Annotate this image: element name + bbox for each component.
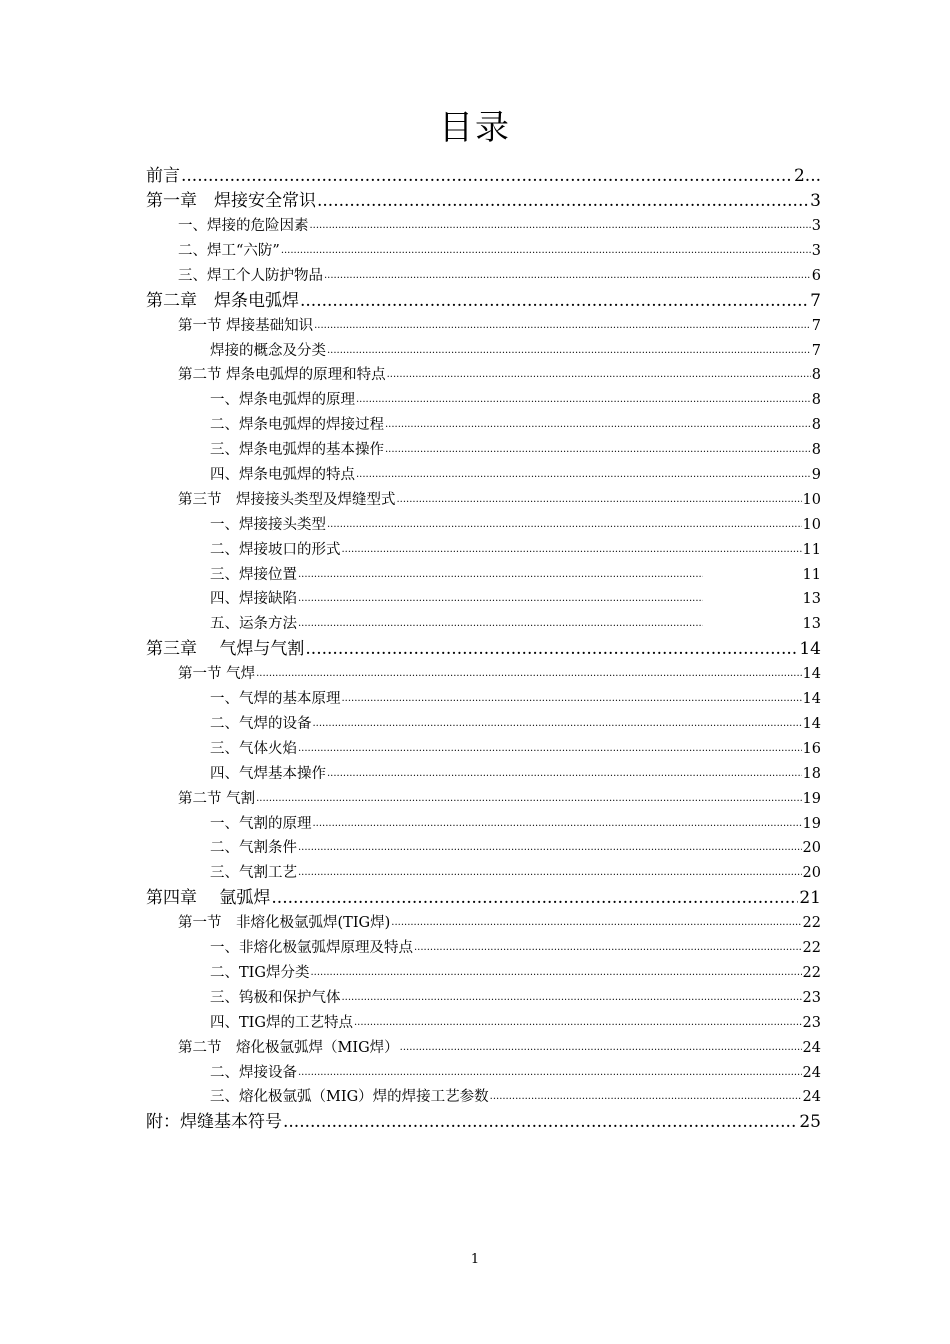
toc-entry-page: 19 [802, 790, 821, 807]
toc-leader-dots [387, 363, 811, 388]
toc-entry[interactable] [146, 936, 821, 961]
toc-entry[interactable] [146, 563, 821, 588]
toc-leader-dots [310, 214, 811, 239]
toc-entry-title: 一、焊接接头类型 [210, 516, 326, 533]
toc-entry[interactable] [146, 513, 821, 538]
toc-leader-dots [310, 961, 801, 986]
toc-leader-dots [324, 264, 811, 289]
toc-entry[interactable] [146, 339, 821, 364]
toc-entry-page: 9 [811, 467, 821, 483]
toc-entry[interactable] [146, 712, 821, 737]
toc-entry-title: 二、焊条电弧焊的焊接过程 [210, 417, 384, 434]
toc-entry[interactable] [146, 388, 821, 413]
toc-entry-page: 11 [802, 566, 821, 583]
toc-entry-page: 11 [802, 541, 821, 558]
toc-entry-page: 21 [799, 888, 821, 909]
toc-entry[interactable] [146, 164, 821, 189]
toc-entry-page: 22 [802, 965, 821, 982]
table-of-contents [146, 164, 821, 1135]
toc-entry[interactable] [146, 413, 821, 438]
toc-leader-dots [314, 314, 811, 339]
toc-entry-page: 10 [802, 491, 821, 508]
toc-entry-title: 附：焊缝基本符号 [146, 1112, 282, 1133]
toc-entry-title: 三、气割工艺 [210, 865, 297, 882]
toc-entry-page: 14 [802, 666, 821, 683]
toc-entry-title: 第二节 熔化极氩弧焊（MIG焊） [178, 1039, 399, 1056]
toc-entry-page: 22 [802, 915, 821, 932]
toc-entry-title: 前言 [146, 166, 180, 186]
toc-entry-title: 第一节 气焊 [178, 666, 256, 683]
toc-leader-dots [414, 936, 802, 961]
toc-entry[interactable] [146, 986, 821, 1011]
toc-entry-page: 19 [802, 815, 821, 832]
toc-entry-page: 18 [802, 765, 821, 782]
toc-entry-page: 24 [802, 1089, 821, 1106]
toc-entry[interactable] [146, 438, 821, 463]
toc-entry-title: 三、焊接位置 [210, 566, 297, 583]
toc-entry-page: 25 [799, 1112, 821, 1133]
toc-entry[interactable] [146, 1061, 821, 1086]
toc-entry[interactable] [146, 363, 821, 388]
toc-entry[interactable] [146, 687, 821, 712]
toc-entry[interactable] [146, 314, 821, 339]
toc-leader-dots [298, 737, 802, 762]
toc-entry[interactable] [146, 264, 821, 289]
toc-entry-title: 四、气焊基本操作 [210, 765, 326, 782]
toc-entry-page: 10 [802, 516, 821, 533]
toc-entry-title: 第一节 焊接基础知识 [178, 317, 314, 334]
page-title: 目录 [439, 108, 511, 148]
toc-entry-title: 一、非熔化极氩弧焊原理及特点 [210, 940, 413, 957]
toc-leader-dots [400, 1036, 802, 1061]
toc-entry-title: 五、运条方法 [210, 616, 297, 633]
toc-entry[interactable] [146, 1036, 821, 1061]
toc-leader-dots [283, 1110, 798, 1135]
toc-entry-title: 一、焊条电弧焊的原理 [210, 392, 355, 409]
toc-leader-dots [327, 339, 811, 364]
toc-entry[interactable] [146, 239, 821, 264]
toc-entry[interactable] [146, 861, 821, 886]
toc-entry-title: 四、焊接缺陷 [210, 591, 297, 608]
toc-entry-title: 一、气割的原理 [210, 815, 312, 832]
toc-entry-title: 二、焊接坡口的形式 [210, 541, 341, 558]
toc-entry-title: 三、钨极和保护气体 [210, 989, 341, 1006]
toc-entry[interactable] [146, 637, 821, 662]
toc-entry[interactable] [146, 662, 821, 687]
toc-entry-page: 20 [802, 840, 821, 857]
toc-leader-dots [317, 189, 809, 214]
toc-leader-dots [356, 388, 811, 413]
toc-entry-title: 四、TIG焊的工艺特点 [210, 1014, 353, 1031]
toc-entry-title: 三、焊条电弧焊的基本操作 [210, 442, 384, 459]
toc-entry-title: 第一节 非熔化极氩弧焊(TIG焊) [178, 915, 391, 932]
toc-entry[interactable] [146, 488, 821, 513]
toc-entry-page: 14 [802, 691, 821, 708]
toc-leader-dots [354, 1011, 802, 1036]
toc-leader-dots [385, 413, 811, 438]
toc-leader-dots [305, 637, 798, 662]
toc-entry-title: 三、焊工个人防护物品 [178, 267, 323, 284]
toc-entry[interactable] [146, 836, 821, 861]
toc-entry[interactable] [146, 1086, 821, 1111]
toc-entry-title: 第一章 焊接安全常识 [146, 191, 316, 211]
toc-entry[interactable] [146, 289, 821, 314]
toc-entry-page: 7 [811, 317, 821, 334]
toc-entry[interactable] [146, 463, 821, 488]
toc-entry[interactable] [146, 189, 821, 214]
toc-leader-dots [342, 687, 802, 712]
toc-leader-dots [271, 886, 798, 911]
toc-entry-page: 14 [802, 716, 821, 733]
toc-entry[interactable] [146, 961, 821, 986]
toc-entry-page: 8 [811, 392, 821, 409]
toc-entry-page: 22 [802, 940, 821, 957]
toc-entry-title: 四、焊条电弧焊的特点 [210, 467, 355, 483]
toc-leader-dots [298, 563, 703, 588]
toc-entry-title: 第三节 焊接接头类型及焊缝型式 [178, 491, 396, 508]
toc-entry-title: 二、焊工“六防” [178, 242, 280, 259]
toc-entry-title: 第二节 气割 [178, 790, 256, 807]
toc-entry[interactable] [146, 587, 821, 612]
toc-entry[interactable] [146, 214, 821, 239]
toc-entry-title: 二、气割条件 [210, 840, 297, 857]
toc-entry-page: 16 [802, 740, 821, 757]
toc-entry-page: 13 [802, 591, 821, 608]
toc-leader-dots [391, 911, 801, 936]
toc-leader-dots [342, 538, 802, 563]
toc-entry-title: 第四章 氩弧焊 [146, 888, 271, 909]
toc-leader-dots [342, 986, 802, 1011]
toc-leader-dots [298, 861, 802, 886]
toc-entry-page: 8 [811, 442, 821, 459]
toc-leader-dots [385, 438, 811, 463]
toc-leader-dots [300, 289, 809, 314]
toc-leader-dots [490, 1085, 802, 1110]
toc-entry-title: 二、气焊的设备 [210, 716, 312, 733]
toc-entry[interactable] [146, 911, 821, 936]
toc-entry-page: 14 [799, 639, 821, 660]
toc-entry[interactable] [146, 1011, 821, 1036]
toc-entry-page: 20 [802, 865, 821, 882]
toc-entry-title: 焊接的概念及分类 [210, 342, 326, 359]
toc-entry[interactable] [146, 762, 821, 787]
toc-entry-title: 二、TIG焊分类 [210, 965, 310, 982]
toc-leader-dots [298, 1061, 802, 1086]
toc-leader-dots [298, 587, 703, 612]
toc-entry-title: 三、熔化极氩弧（MIG）焊的焊接工艺参数 [210, 1089, 489, 1106]
toc-leader-dots [356, 463, 811, 488]
toc-entry-page: 8 [811, 417, 821, 434]
toc-entry-page: 23 [802, 989, 821, 1006]
toc-entry-page: 24 [802, 1039, 821, 1056]
page-number: 1 [470, 1252, 480, 1267]
toc-leader-dots [298, 612, 703, 637]
toc-entry-page: 13 [802, 616, 821, 633]
toc-entry-page: 7 [811, 342, 821, 359]
toc-leader-dots [397, 488, 802, 513]
toc-entry[interactable] [146, 1110, 821, 1135]
toc-entry-page: 3 [811, 242, 821, 259]
toc-leader-dots [181, 164, 793, 189]
toc-entry-page: 23 [802, 1014, 821, 1031]
toc-entry-page: 24 [802, 1064, 821, 1081]
toc-entry-title: 第二章 焊条电弧焊 [146, 290, 299, 311]
toc-entry-title: 三、气体火焰 [210, 740, 297, 757]
toc-leader-dots [281, 239, 811, 264]
toc-leader-dots [313, 812, 802, 837]
toc-entry[interactable] [146, 886, 821, 911]
toc-entry-title: 一、气焊的基本原理 [210, 691, 341, 708]
toc-leader-dots [313, 712, 802, 737]
toc-leader-dots [256, 787, 801, 812]
toc-entry-page: 2... [793, 166, 821, 186]
toc-leader-dots [327, 762, 802, 787]
toc-entry[interactable] [146, 612, 821, 637]
toc-entry-page: 8 [811, 367, 821, 384]
toc-entry-page: 3 [811, 217, 821, 234]
toc-entry-page: 3 [810, 191, 821, 211]
toc-entry-title: 二、焊接设备 [210, 1064, 297, 1081]
toc-entry-title: 第二节 焊条电弧焊的原理和特点 [178, 367, 386, 384]
toc-entry[interactable] [146, 538, 821, 563]
toc-leader-dots [298, 836, 802, 861]
toc-leader-dots [327, 513, 802, 538]
toc-entry-title: 第三章 气焊与气割 [146, 639, 305, 660]
toc-entry[interactable] [146, 787, 821, 812]
toc-entry-page: 6 [811, 267, 821, 284]
toc-leader-dots [256, 662, 801, 687]
toc-entry-page: 7 [810, 290, 821, 311]
toc-entry[interactable] [146, 737, 821, 762]
toc-entry[interactable] [146, 812, 821, 837]
toc-entry-title: 一、焊接的危险因素 [178, 217, 309, 234]
